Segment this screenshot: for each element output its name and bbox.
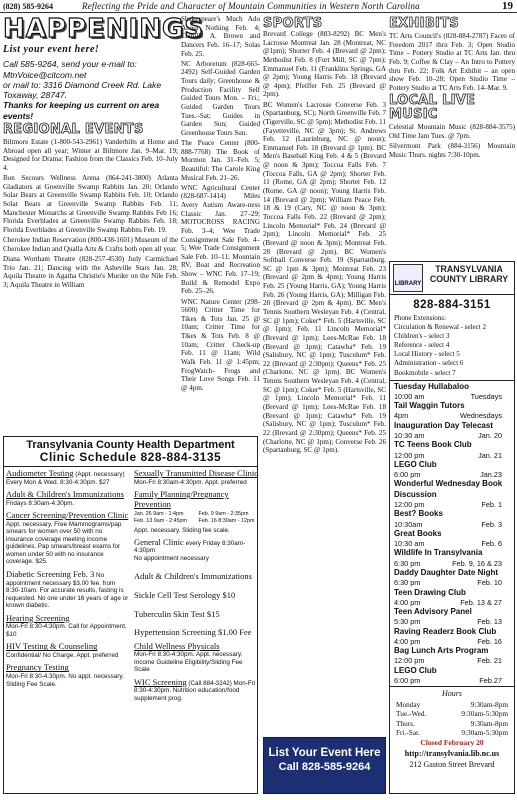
library-event: Tuesday Hullabaloo 10:00 am Tuesdays xyxy=(394,381,502,401)
event-entry: WNC Agricultural Center (828-687-1414) Miles Avery Autism Aware-ness Classic Jan. 27–29; MOTOCROSS RACING Feb. 3–4; Wee Trade Consignment Sale Feb. 4–5; Wee Trade Consignment Sale Feb. 10–11; Mountain RV, Boat and Recreation Show – WNC Feb. 17–19; Build & Remodel Expo Feb. 25–26. xyxy=(181,183,260,296)
clinic-service: Pregnancy Testing Mon-Fri 8:30-4:30pm. No appt. necessary, Sliding Fee Scale. xyxy=(6,662,124,688)
sports-entry: Brevard College (883-8292) BC Men's Lacrosse Montreat Jan. 28 (Montreat, NC @1pm); Shorter Feb. 4 (Brevard @ 2pm); Methodist Feb. 8 (Fort Mill, SC @ 7pm); Emmanuel Feb. 11 (Franklins Springs, GA @ 2pm); Young Harris Feb. 18 (Brevard @ 4pm); Pfeiffer Feb. 25 (Brevard @ 2pm). xyxy=(263,30,386,99)
exhibits-column xyxy=(389,15,515,260)
event-entry: The Peace Center (800-888-7768) The Book of Mormon Jan. 31–Feb. 5; Beautiful: The Carole King Musical Feb. 21–26. xyxy=(181,138,260,182)
library-event: Daddy Daughter Date Night 6:30 pm Feb. 10 xyxy=(394,567,502,588)
happenings-title: HAPPENINGS xyxy=(3,14,205,44)
library-url[interactable]: http://transylvania.lib.nc.us xyxy=(404,749,500,759)
clinic-service: Hearing Screening Mon-Fri 8:30-4:30pm. Call for Appointment. $10 xyxy=(6,612,127,638)
event-entry: Bon Secours Wellness Arena (864-241-3800) Atlanta Gladiators at Greenville Swamp Rabbits Jan. 20; Orlando Solar Bears at Greenville Swamp Rabbits Feb. 10; Orlando Solar Bears at Greenville Swamp Rabbits Feb. 11; Manchester Monarchs at Greenville Swamp Rabbits Feb 16; Florida Everblades at Greenville Swamp Rabbits Feb. 18; Florida Everblades at Greenville Swamp Rabbits Feb. 19. xyxy=(3,174,178,234)
header-phone: (828) 585-9264 xyxy=(3,2,53,11)
events-column-2 xyxy=(181,15,260,438)
happenings-subtitle: List your event here! xyxy=(3,44,100,55)
clinic-right-column: Sexually Transmitted Disease Clinic Mon-Fri 8:30am-4:30pm. Appt. preferred Family Planning/Pregnancy Prevention Jan. 26 9am - 1:4pm Feb. 9 9am - 2:35pm Feb. 13 9am - 2:45pm Feb. 16 8:30am - 12pm Appt. necessary. Sliding fee scale. General Clinic every Friday 8:30am-4:30pm No appointment necessary Adult & Children's Immunizations Sickle Cell Test Serology $10 Tuberculin Skin Test $15 Hypertension Screening $1.00 Fee Child Wellness Physicals Mon-Fri 8:30-4:30pm. Appt. necessary. Income Guideline Eligibility/Sliding Fee Scale WIC Screening (Call 884-3242) Mon-Fri 8:30-4:30pm. Nutrition education/food supplement prog. xyxy=(134,468,258,702)
clinic-service: Hypertension Screening $1.00 Fee xyxy=(134,627,252,638)
clinic-service: HIV Testing & Counseling Confidential/ No Charge. Appt. preferred xyxy=(6,641,119,659)
clinic-service: General Clinic every Friday 8:30am-4:30pm No appointment necessary xyxy=(134,536,246,562)
regional-events-heading: REGIONAL EVENTS xyxy=(3,122,144,138)
library-header xyxy=(390,262,514,295)
contact-line: Call 585-9264, send your e-mail to: MtnVoice@citcom.net xyxy=(3,59,137,80)
library-event: Wonderful Wednesday Book Discussion 12:00 pm Feb. 1 xyxy=(394,479,503,509)
sports-entry: BC Women's Lacrosse Converse Feb. 3 (Spartanburg, SC); North Greenville Feb. 7 (Tigerville, SC @ 5pm); Methodist Feb. 11 (Fayetteville, NC @ 3pm); St. Andrews Feb. 12 (Laurinburg, NC @ noon); Emmanuel Feb. 18 (Brevard @ 1pm). BC Men's Baseball King Feb. 4 & 5 (Brevard @ noon & 3pm); Toccoa Falls Feb. 7 (Toccoa Falls, GA @ 2pm); Shorter Feb. 11 (Rome, GA @ 2pm); Shorter Feb. 12 (Rome, GA @ noon); Young Harris Feb. 14 (Brevard @ 2pm); William Peace Feb. 18 & 19 (Cary, NC @ noon & 3pm); Toccoa Falls Feb. 22 (Brevard @ 2pm); Lincoln Memorial* Feb. 24 (Brevard @ 2pm); Lincoln Memorial* Feb. 25 (Brevard @ noon & 3pm); Montreat Feb. 28 (Brevard @ 2pm). BC Women's Softball Converse Feb. 19 (Spartanburg, SC @ 1pm & 3pm); Montreat Feb. 23 (Brevard @ 2pm & 4pm); Young Harris Feb. 25 (Young Harris, GA); Young Harris Feb. 26 (Young Harris, GA); Milligan Feb. 28 (Brevard @ 2pm & 4pm). BC Men's Tennis Southern Wesleyan Feb. 4 (Central, SC @ 1pm); Coker* Feb. 5 (Hartsville, SC @ 1pm); Feb. 11 Lincoln Memorial* (Brevard @ 1pm); Lees-McRae Feb. 18 (Brevard @ 1pm); Catawba* Feb. 19 (Salisbury, NC @ 1pm); Tusculum* Feb. 22 (Brevard @ 2:30pm); Queens* Feb. 25 (Charlotte, NC @ 1pm). BC Women's Tennis Southern Wesleyan Feb. 4 (Central, SC @ 1pm); Coker* Feb. 5 (Hartsville, SC @ 1pm); Lincoln Memorial* Feb. 11 (Brevard @ 1pm); Lees-McRae Feb. 18 (Brevard @ 1pm); Catawba* Feb. 19 (Salisbury, NC @ 1pm); Tusculum* Feb. 22 (Brevard @ 2:30pm); Queens* Feb. 25 (Charlotte, NC @ 1pm); Converse Feb. 26 (Spartanburg, SC @ 1pm). xyxy=(263,100,387,455)
library-event: LEGO Club 6:00 pm Feb.27 xyxy=(394,665,502,686)
clinic-service: Adult & Children's Immunizations xyxy=(134,571,252,582)
library-event: LEGO Club 6:00 pm Jan.23 xyxy=(394,459,502,480)
live-music-heading: LOCAL LIVE MUSIC xyxy=(389,93,476,123)
clinic-service: Sickle Cell Test Serology $10 xyxy=(134,589,236,600)
sports-heading: SPORTS xyxy=(263,16,323,31)
happenings-column xyxy=(3,14,205,432)
contact-line: or mail to: 3316 Diamond Creek Rd. Lake Toxaway, 28747. xyxy=(3,79,162,101)
clinic-service: Cancer Screening/Prevention Clinic Appt. necessary. Free Mammograms/pap smears for women over 50 with no insurance coverage meeting income guidelines. Pap smears/breast exams for women under 50 with no insurance coverage. $25. xyxy=(6,510,129,566)
clinic-service: Child Wellness Physicals Mon-Fri 8:30-4:30pm. Appt. necessary. Income Guideline Eligibility/Sliding Fee Scale xyxy=(134,640,243,674)
library-phone: 828-884-3151 xyxy=(413,299,491,311)
phone-extensions: Phone Extensions: Circulation & Renewal - select 2 Children's - select 3 Reference - select 4 Local History - select 5 Administration - select 6 Bookmobile - select 7 xyxy=(390,312,514,381)
library-event: Raving Readerz Book Club 4:00 pm Feb. 16 xyxy=(394,626,502,646)
event-entry: Cherokee Indian Reservation (800-438-1601) Museum of the Cherokee Indian and Qualla Arts & Crafts both open all year. xyxy=(3,236,178,253)
library-events xyxy=(390,381,514,687)
clinic-title: Transylvania County Health Department xyxy=(26,439,235,451)
library-event: Best? Books 10:30am Feb. 3 xyxy=(394,509,502,529)
clinic-service: Family Planning/Pregnancy Prevention xyxy=(134,489,229,509)
contact-info xyxy=(3,59,178,121)
event-entry: NC Arboretum (828-665-2492) Self-Guided Garden Tours daily; Greenhouse & Production Facility Self Guided Tours Mon. – Fri.; Guided Garden Tours Tues.–Sat; Guides in Garden Sun; Guided Greenhouse Tours Sun. xyxy=(181,59,260,137)
music-entry: Celestial Mountain Music (828-884-3575) Old Time Jam Tues. @ 7pm. xyxy=(389,123,515,141)
sports-column xyxy=(263,30,386,735)
library-event: Great Books 10:30 am Feb. 6 xyxy=(394,528,502,549)
clinic-service: Sexually Transmitted Disease Clinic Mon-Fri 8:30am-4:30pm. Appt. preferred xyxy=(134,468,258,486)
exhibit-entry: TC Arts Council's (828-884-2787) Faces of Freedom 2017 thru Feb. 3; Open Studio Time – Pottery Studio at TC Arts Jan. thru Feb. 9; Coffee & Clay – An Intro to Pottery thru Feb. 22; Folk Art Exhibit – an open show Feb. 10–28; Open Studio Time – Pottery Studio at TC Arts Feb. 14–Mar. 9. xyxy=(389,32,515,92)
clinic-service: Audiometer Testing (Appt. necessary) Every Mon & Wed. 8:30-4:30pm. $27 xyxy=(6,468,125,486)
library-event: Tail Waggin Tutors 4pm Wednesdays xyxy=(394,401,502,421)
clinic-service: WIC Screening (Call 884-3242) Mon-Fri 8:30-4:30pm. Nutrition education/food supplement prog. xyxy=(134,676,256,702)
contact-line: Thanks for keeping us current on area events! xyxy=(3,100,160,121)
event-entry: WNC Nature Center (298-5600) Critter Time for Tikes & Tots Jan. 25 @ 10am; Critter Time for Tikes & Tots Feb. 8 @ 10am; Critter Check-up Feb. 11 @ 11am; Wild Walk Feb. 11 @ 1:45pm; FrogWatch- Frogs and Their Love Songs Feb. 11 @ 4pm. xyxy=(181,297,260,392)
clinic-schedule-box xyxy=(3,436,258,794)
event-entry: Shakespeare's Much Ado About Nothing Feb. 4; Camille A. Brown and Dancers Feb. 16–17; Solas Feb. 25. xyxy=(181,15,260,58)
clinic-subtitle: Clinic Schedule 828-884-3135 xyxy=(4,451,257,467)
library-book-icon: LIBRARY xyxy=(393,264,423,292)
library-hours: Hours Monday 9:30am-8pm Tue.-Wed. 9:30am-5:30pm Thurs. 9:30am-8pm Fri.-Sat. 9:30am-5:30pm Closed February 20 http://transylvania.lib.nc.us 212 Gaston Street Brevard xyxy=(390,686,514,772)
event-entry: Diana Wortham Theatre (828-257-4530) Judy Carmichael Trio Jan. 21; Dancing with the Asheville Stars Jan. 28; Aquila Theatre in Agatha Christie's Murder on the Nile Feb. 3; Aquila Theatre in William xyxy=(3,254,178,289)
list-event-ad[interactable] xyxy=(263,737,386,794)
closed-notice: Closed February 20 xyxy=(420,737,484,747)
clinic-service: Tuberculin Skin Test $15 xyxy=(134,608,220,619)
library-event: TC Teens Book Club 12:00 pm Jan. 21 xyxy=(394,440,502,460)
family-planning-dates: Jan. 26 9am - 1:4pm Feb. 9 9am - 2:35pm Feb. 13 9am - 2:45pm Feb. 16 8:30am - 12pm xyxy=(134,511,255,525)
library-name: TRANSYLVANIA COUNTY LIBRARY xyxy=(429,264,509,284)
event-entry: Biltmore Estate (1-800-543-2961) Vanderbilts at Home and Abroad open all year; Winter at Biltmore Jan. 9–Mar. 19; Designed for Drama: Fashion from the Classics Feb. 10–July 4. xyxy=(3,138,178,172)
clinic-service: Diabetic Screening Feb. 3 No appointment necessary $3.00 fee. from 8:30-10am. For accurate results, fasting is requested. No one under 16 years of age or known diabetic. xyxy=(6,569,129,610)
header-tagline: Reflecting the Pride and Character of Mountain Communities in Western North Carolina xyxy=(82,1,420,11)
page-number: 19 xyxy=(502,0,513,12)
clinic-service: Adult & Children's Immunizations Fridays 8:30am-4:30pm. xyxy=(6,489,124,507)
library-address: 212 Gaston Street Brevard xyxy=(409,759,495,769)
clinic-left-column xyxy=(6,469,131,692)
library-event: Inauguration Day Telecast 10:30 am Jan. 20 xyxy=(394,420,502,441)
library-event: Wildlife In Transylvania 6:30 pm Feb. 9, 16 & 23 xyxy=(394,548,502,568)
library-box xyxy=(389,261,515,794)
page-header xyxy=(0,0,517,13)
ad-phone: Call 828-585-9264 xyxy=(278,761,371,773)
library-event: Teen Advisory Panel 5:30 pm Feb. 13 xyxy=(394,607,502,627)
library-event: Bag Lunch Arts Program 12:00 pm Feb. 21 xyxy=(394,646,502,666)
library-event: Teen Drawing Club 4:00 pm Feb. 13 & 27 xyxy=(394,587,502,607)
music-entry: Silvermont Park (884-3156) Mountain Music Thurs. nights 7:30-10pm. xyxy=(389,142,515,159)
exhibits-heading: EXHIBITS xyxy=(389,16,459,31)
ad-line-1: List Your Event Here xyxy=(268,747,381,759)
